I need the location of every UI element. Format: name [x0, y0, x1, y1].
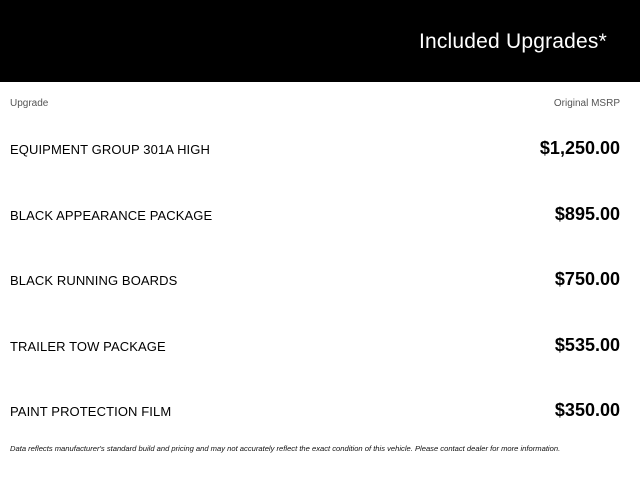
upgrade-price: $1,250.00	[539, 138, 620, 158]
disclaimer-text: Data reflects manufacturer's standard build and pricing and may not accurately reflect the exact condition of this vehicle. Please contact dealer for more information.	[10, 444, 561, 453]
upgrade-price: $895.00	[554, 203, 620, 224]
header-bar	[0, 0, 640, 82]
msrp-column-label: Original MSRP	[553, 98, 620, 109]
upgrade-row	[0, 247, 640, 313]
upgrade-price: $750.00	[554, 269, 620, 290]
upgrade-column-label: Upgrade	[10, 98, 49, 109]
page-title: Included Upgrades*	[418, 30, 607, 53]
upgrade-row	[0, 182, 640, 248]
upgrade-name: PAINT PROTECTION FILM	[10, 404, 172, 420]
column-headers	[0, 98, 640, 114]
upgrade-row	[0, 116, 640, 182]
upgrade-price: $535.00	[554, 334, 620, 355]
upgrades-list	[0, 116, 640, 444]
upgrade-row	[0, 378, 640, 444]
upgrade-row	[0, 313, 640, 379]
upgrade-name: BLACK RUNNING BOARDS	[10, 273, 178, 289]
upgrade-name: BLACK APPEARANCE PACKAGE	[10, 207, 213, 223]
upgrade-price: $350.00	[554, 400, 620, 421]
upgrade-name: EQUIPMENT GROUP 301A HIGH	[10, 142, 210, 157]
upgrade-name: TRAILER TOW PACKAGE	[10, 338, 166, 354]
